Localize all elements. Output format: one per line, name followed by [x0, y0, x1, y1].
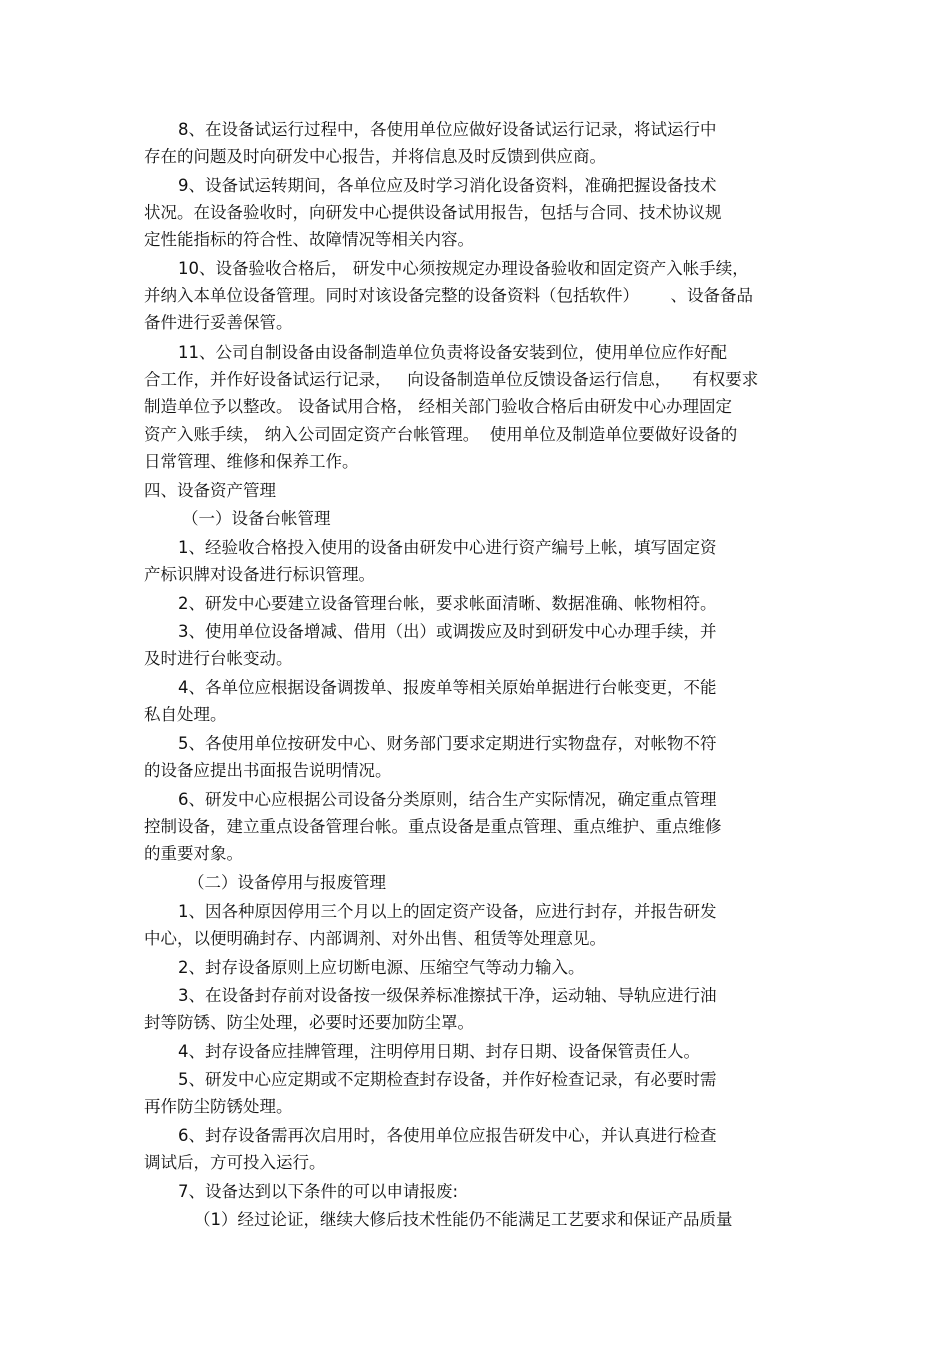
text-line: 再作防尘防锈处理。	[144, 1097, 293, 1116]
text-line: 8、在设备试运行过程中，各使用单位应做好设备试运行记录，将试运行中	[178, 120, 717, 139]
text-line: 6、封存设备需再次启用时，各使用单位应报告研发中心，并认真进行检查	[178, 1126, 717, 1145]
section-heading: 四、设备资产管理	[144, 481, 276, 500]
text-line: 4、各单位应根据设备调拨单、报废单等相关原始单据进行台帐变更，不能	[178, 678, 717, 697]
text-line: 9、设备试运转期间，各单位应及时学习消化设备资料，准确把握设备技术	[178, 176, 717, 195]
text-line: 10、设备验收合格后， 研发中心须按规定办理设备验收和固定资产入帐手续，	[178, 259, 749, 278]
text-line: 状况。在设备验收时，向研发中心提供设备试用报告，包括与合同、技术协议规	[144, 203, 722, 222]
subsection-heading: （二）设备停用与报废管理	[188, 873, 386, 892]
text-line: 1、经验收合格投入使用的设备由研发中心进行资产编号上帐，填写固定资	[178, 538, 717, 557]
text-line: 制造单位予以整改。 设备试用合格， 经相关部门验收合格后由研发中心办理固定	[144, 397, 732, 416]
text-line: 2、研发中心要建立设备管理台帐，要求帐面清晰、数据准确、帐物相符。	[178, 594, 717, 613]
text-line: 产标识牌对设备进行标识管理。	[144, 565, 375, 584]
text-line: 3、使用单位设备增减、借用（出）或调拨应及时到研发中心办理手续，并	[178, 622, 717, 641]
text-line: 日常管理、维修和保养工作。	[144, 452, 359, 471]
text-line: 的重要对象。	[144, 844, 243, 863]
text-line: 6、研发中心应根据公司设备分类原则，结合生产实际情况，确定重点管理	[178, 790, 717, 809]
text-line: 资产入账手续， 纳入公司固定资产台帐管理。 使用单位及制造单位要做好设备的	[144, 425, 738, 444]
text-line: 7、设备达到以下条件的可以申请报废:	[178, 1182, 459, 1201]
text-line: 控制设备，建立重点设备管理台帐。重点设备是重点管理、重点维护、重点维修	[144, 817, 722, 836]
text-line: （1）经过论证，继续大修后技术性能仍不能满足工艺要求和保证产品质量	[194, 1210, 733, 1229]
text-line: 封等防锈、防尘处理，必要时还要加防尘罩。	[144, 1013, 474, 1032]
text-line: 1、因各种原因停用三个月以上的固定资产设备，应进行封存，并报告研发	[178, 902, 717, 921]
text-line: 存在的问题及时向研发中心报告，并将信息及时反馈到供应商。	[144, 147, 606, 166]
text-line: 5、各使用单位按研发中心、财务部门要求定期进行实物盘存，对帐物不符	[178, 734, 717, 753]
text-line: 4、封存设备应挂牌管理，注明停用日期、封存日期、设备保管责任人。	[178, 1042, 700, 1061]
text-line: 备件进行妥善保管。	[144, 313, 293, 332]
text-line: 及时进行台帐变动。	[144, 649, 293, 668]
text-line: 的设备应提出书面报告说明情况。	[144, 761, 392, 780]
text-line: 中心，以便明确封存、内部调剂、对外出售、租赁等处理意见。	[144, 929, 606, 948]
text-line: 定性能指标的符合性、故障情况等相关内容。	[144, 230, 474, 249]
text-line: 3、在设备封存前对设备按一级保养标准擦拭干净，运动轴、导轨应进行油	[178, 986, 717, 1005]
text-line: 调试后，方可投入运行。	[144, 1153, 326, 1172]
text-line: 11、公司自制设备由设备制造单位负责将设备安装到位，使用单位应作好配	[178, 343, 727, 362]
text-line: 并纳入本单位设备管理。同时对该设备完整的设备资料（包括软件） 、设备备品	[144, 286, 753, 305]
text-line: 5、研发中心应定期或不定期检查封存设备，并作好检查记录，有必要时需	[178, 1070, 717, 1089]
text-line: 私自处理。	[144, 705, 227, 724]
subsection-heading: （一）设备台帐管理	[182, 509, 331, 528]
text-line: 合工作，并作好设备试运行记录， 向设备制造单位反馈设备运行信息， 有权要求	[144, 370, 759, 389]
text-line: 2、封存设备原则上应切断电源、压缩空气等动力输入。	[178, 958, 585, 977]
